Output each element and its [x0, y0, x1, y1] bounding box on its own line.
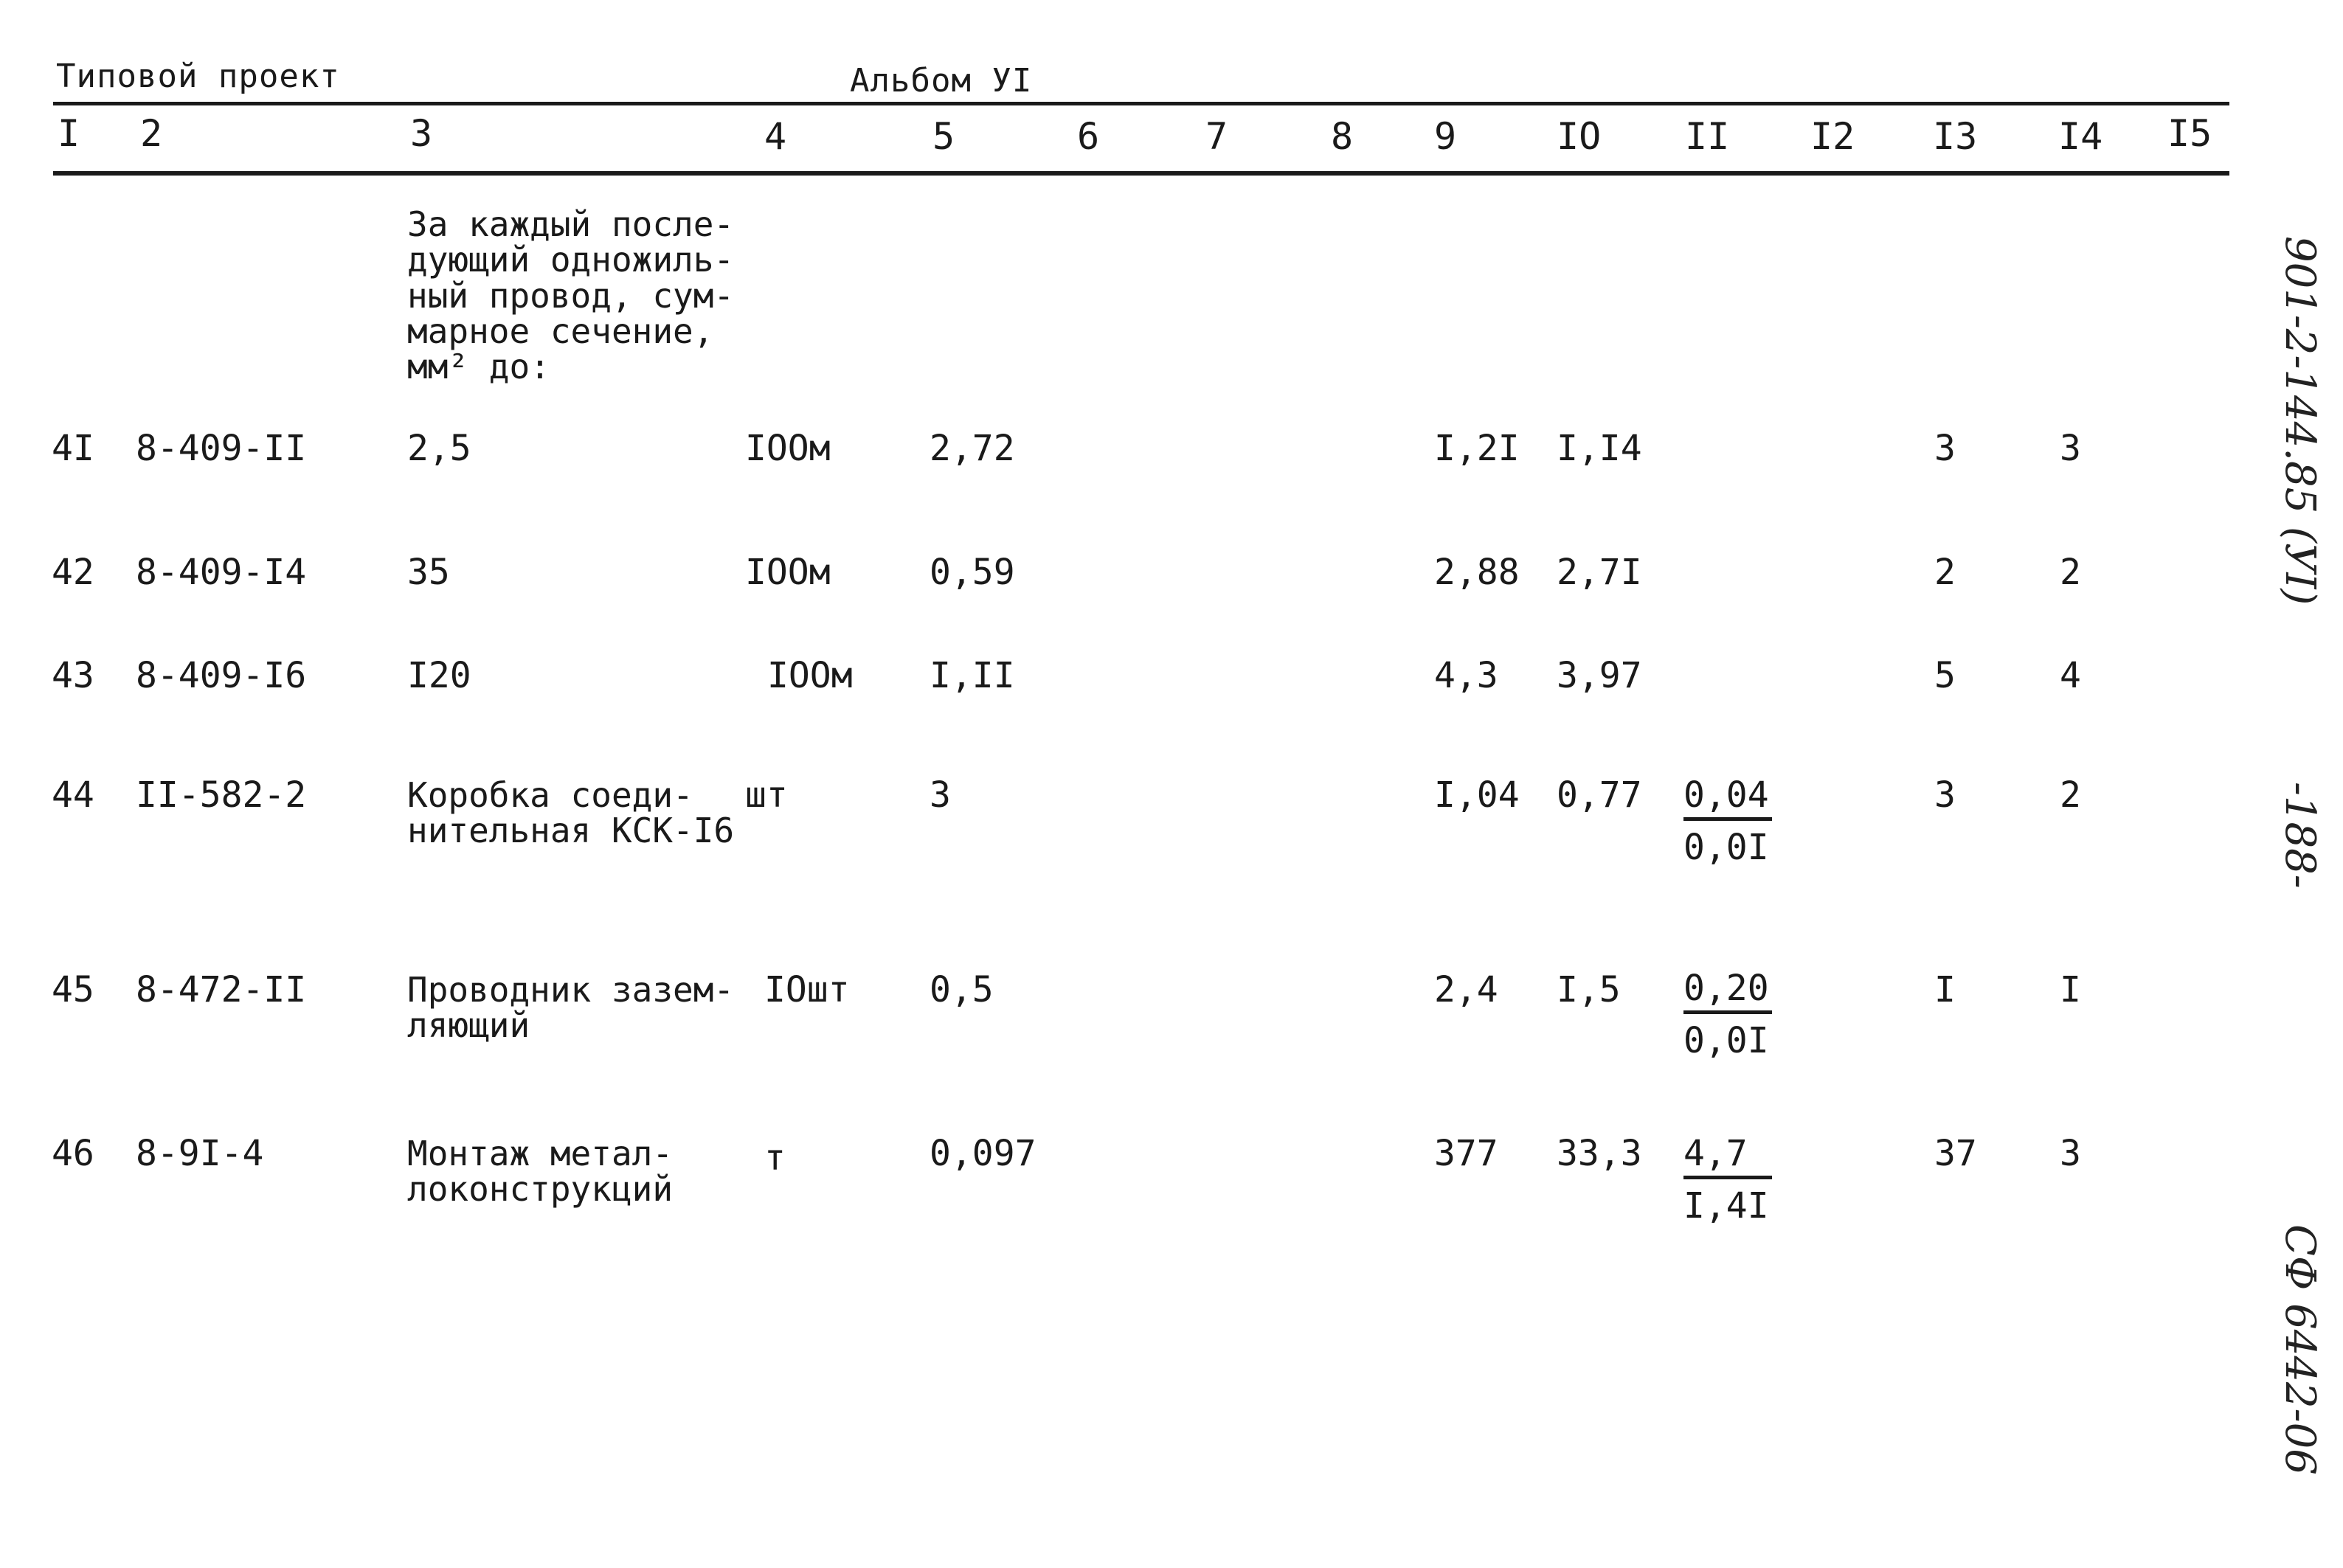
row-quantity: I,II: [930, 655, 1015, 696]
row-code: 8-9I-4: [136, 1133, 264, 1174]
row-description: Коробка соеди- нительная КСК-I6: [407, 775, 735, 851]
row-col10: 3,97: [1557, 655, 1642, 696]
row-unit: шт: [745, 774, 788, 816]
column-number: 8: [1331, 115, 1354, 158]
row-col11-fraction: [1683, 1133, 1772, 1227]
row-col13: 3: [1934, 428, 1956, 469]
row-description: I20: [407, 655, 471, 696]
header-bottom-rule: [53, 171, 2229, 176]
row-col14: 3: [2060, 1133, 2081, 1174]
row-description: Проводник зазем- ляющий: [407, 970, 735, 1046]
row-col14: 2: [2060, 774, 2081, 816]
row-code: 8-409-I6: [136, 655, 307, 696]
row-quantity: 0,097: [930, 1133, 1036, 1174]
row-code: 8-409-I4: [136, 552, 307, 593]
fraction-numerator: 4,7: [1683, 1136, 1772, 1179]
margin-page-number: -188-: [2276, 782, 2324, 889]
row-col13: I: [1934, 969, 1956, 1010]
row-col11-fraction: [1683, 774, 1772, 868]
row-col10: I,I4: [1557, 428, 1642, 469]
row-col9: 2,88: [1434, 552, 1520, 593]
margin-document-code: 901-2-144.85 (УI): [2276, 236, 2324, 606]
column-number: 9: [1434, 115, 1457, 158]
row-unit: IOOм: [745, 552, 831, 593]
row-col9: I,2I: [1434, 428, 1520, 469]
row-col10: 2,7I: [1557, 552, 1642, 593]
row-quantity: 0,5: [930, 969, 994, 1010]
column-number: 3: [410, 112, 433, 155]
row-number: 43: [52, 655, 94, 696]
margin-archive-stamp: СФ 6442-06: [2276, 1224, 2324, 1475]
row-unit: т: [764, 1137, 786, 1179]
column-number: 4: [764, 115, 787, 158]
row-code: 8-409-II: [136, 428, 307, 469]
row-unit: IOOм: [745, 428, 831, 469]
fraction-numerator: 0,20: [1683, 971, 1772, 1014]
header-project-label: Типовой проект: [56, 58, 340, 95]
row-quantity: 0,59: [930, 552, 1015, 593]
intro-text: За каждый после- дующий одножиль- ный провод, сум- марное сечение, мм² до:: [407, 204, 735, 387]
column-number: 2: [140, 112, 163, 155]
row-col9: I,04: [1434, 774, 1520, 816]
row-unit: IOOм: [767, 655, 853, 696]
row-number: 45: [52, 969, 94, 1010]
column-number: I5: [2167, 112, 2212, 155]
row-col9: 4,3: [1434, 655, 1498, 696]
row-col10: 33,3: [1557, 1133, 1642, 1174]
row-description: 35: [407, 552, 450, 593]
column-number: I: [58, 112, 80, 155]
row-col14: I: [2060, 969, 2081, 1010]
row-number: 46: [52, 1133, 94, 1174]
row-col13: 3: [1934, 774, 1956, 816]
row-col14: 4: [2060, 655, 2081, 696]
column-number: 6: [1077, 115, 1100, 158]
header-album-label: Альбом УI: [850, 62, 1033, 100]
row-col14: 2: [2060, 552, 2081, 593]
column-number: II: [1685, 115, 1730, 158]
fraction-denominator: 0,0I: [1683, 1020, 1769, 1061]
row-col13: 5: [1934, 655, 1956, 696]
column-number: I2: [1810, 115, 1855, 158]
header-top-rule: [53, 102, 2229, 105]
fraction-numerator: 0,04: [1683, 777, 1772, 821]
fraction-denominator: 0,0I: [1683, 827, 1769, 868]
row-col10: 0,77: [1557, 774, 1642, 816]
column-number: 7: [1205, 115, 1228, 158]
fraction-denominator: I,4I: [1683, 1185, 1769, 1227]
row-description: Монтаж метал- локонструкций: [407, 1134, 674, 1210]
column-number: I3: [1933, 115, 1978, 158]
row-col11-fraction: [1683, 968, 1772, 1061]
row-code: 8-472-II: [136, 969, 307, 1010]
column-number: 5: [932, 115, 955, 158]
row-unit: IOшт: [764, 969, 850, 1010]
row-col13: 2: [1934, 552, 1956, 593]
row-col9: 2,4: [1434, 969, 1498, 1010]
row-col13: 37: [1934, 1133, 1977, 1174]
column-number: I4: [2058, 115, 2103, 158]
column-number: IO: [1557, 115, 1602, 158]
row-number: 4I: [52, 428, 94, 469]
row-number: 42: [52, 552, 94, 593]
row-col10: I,5: [1557, 969, 1621, 1010]
row-description: 2,5: [407, 428, 471, 469]
row-col9: 377: [1434, 1133, 1498, 1174]
row-col14: 3: [2060, 428, 2081, 469]
row-quantity: 3: [930, 774, 951, 816]
row-code: II-582-2: [136, 774, 307, 816]
row-quantity: 2,72: [930, 428, 1015, 469]
row-number: 44: [52, 774, 94, 816]
